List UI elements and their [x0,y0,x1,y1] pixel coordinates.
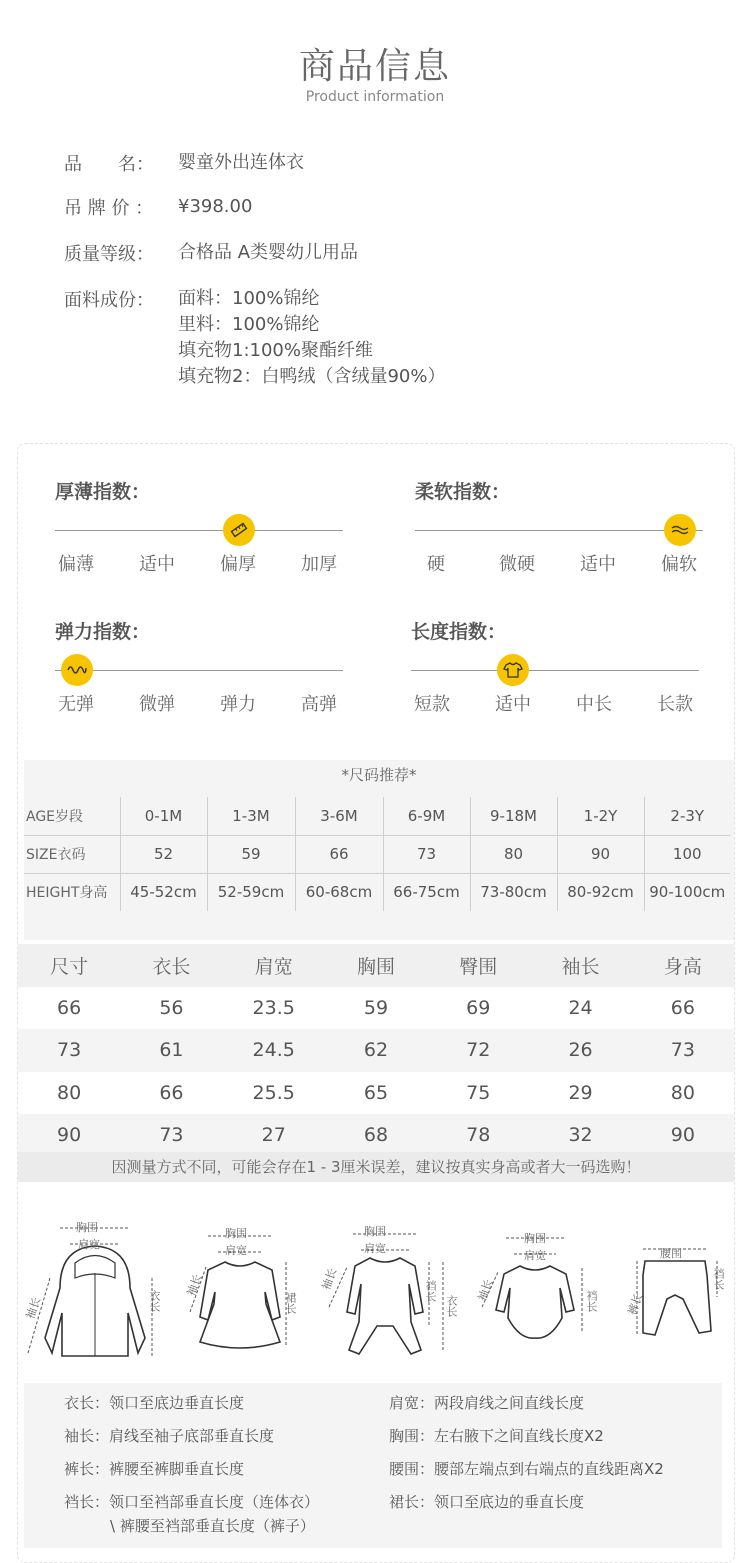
table-cell: 1-2Y [557,797,644,835]
garment-label: 胸围 [364,1225,386,1238]
table-cell: 27 [223,1114,325,1157]
info-row-grade [64,240,358,266]
table-cell: 26 [529,1029,631,1072]
garment-label: 胸围 [524,1232,546,1245]
garment-label: 裆长 [424,1280,437,1302]
table-cell: 66 [295,835,383,873]
index-label: 偏软 [661,554,697,575]
column-header: 臀围 [427,944,529,987]
table-cell: 65 [363,1081,389,1104]
definition-item: 肩宽：两段肩线之间直线长度 [389,1394,585,1412]
table-cell: 59 [363,996,389,1019]
table-cell: 60-68cm [295,873,383,911]
info-row-price [64,194,252,220]
row-header: HEIGHT身高 [24,873,120,911]
garment-label: 袖长 [319,1266,340,1292]
info-label: 吊 牌 价 ： [64,198,154,219]
column-header: 肩宽 [223,944,325,987]
table-cell: 69 [466,996,491,1019]
table-cell: 0-1M [120,797,207,835]
definition-item: 腰围：腰部左端点到右端点的直线距离X2 [389,1460,664,1478]
info-value: 婴童外出连体衣 [178,152,304,173]
info-value: ¥398.00 [178,196,253,217]
stretch-icon [61,654,93,686]
measurement-note: 因测量方式不同，可能会存在1 - 3厘米误差，建议按真实身高或者大一码选购！ [18,1152,734,1182]
index-label: 硬 [427,554,445,575]
length-index-title: 长度指数： [411,621,507,643]
index-label: 中长 [576,694,612,715]
index-label: 高弹 [301,694,337,715]
table-cell: 90-100cm [644,873,730,911]
index-label: 适中 [495,694,531,715]
index-label: 适中 [139,554,175,575]
garment-label: 肩宽 [78,1238,100,1251]
thickness-index-line [55,530,343,531]
table-cell: 73 [383,835,470,873]
table-cell: 73 [632,1029,734,1072]
garment-label: 衣长 [148,1290,161,1312]
table-cell: 25.5 [252,1081,295,1104]
table-cell: 24 [568,996,593,1019]
table-cell: 61 [120,1029,222,1072]
softness-index-line [415,530,703,531]
index-label: 微弹 [139,694,175,715]
table-cell: 66 [670,996,695,1019]
table-cell: 80-92cm [557,873,644,911]
column-header: 袖长 [529,944,631,987]
table-row [24,797,730,835]
garment-label: 裆长 [712,1268,725,1290]
index-label: 微硬 [499,554,535,575]
table-cell: 2-3Y [644,797,730,835]
column-header: 身高 [632,944,734,987]
table-cell: 78 [427,1114,529,1157]
definition-item: 裆长：领口至裆部垂直长度（连体衣） [64,1493,320,1511]
size-recommendation-caption: *尺码推荐* [341,766,417,784]
table-cell: 56 [159,996,184,1019]
garment-label: 肩宽 [524,1249,546,1262]
index-label: 偏薄 [58,554,94,575]
table-cell: 66 [57,996,82,1019]
table-cell: 100 [644,835,730,873]
garment-label: 袖长 [184,1272,205,1298]
table-cell: 62 [325,1029,427,1072]
garment-label: 裤长 [625,1291,646,1317]
elasticity-index-title: 弹力指数： [55,621,151,643]
column-header: 尺寸 [18,944,120,987]
column-header: 衣长 [120,944,222,987]
table-cell: 52 [120,835,207,873]
definition-item: 胸围：左右腋下之间直线长度X2 [389,1427,604,1445]
thickness-index-title: 厚薄指数： [55,481,151,503]
row-header: AGE岁段 [26,808,84,825]
table-row [18,1072,734,1115]
elasticity-index-line [55,670,343,671]
table-cell: 90 [557,835,644,873]
table-cell: 52-59cm [207,873,295,911]
table-cell: 90 [632,1114,734,1157]
table-cell: 73 [18,1029,120,1072]
table-cell: 90 [18,1114,120,1157]
garment-label: 胸围 [225,1227,247,1240]
info-value: 面料：100%锦纶 [178,288,320,309]
table-cell: 80 [670,1081,695,1104]
page-title: 商品信息 [298,46,451,87]
table-cell: 68 [325,1114,427,1157]
definition-item: \ 裤腰至裆部垂直长度（裤子） [110,1517,315,1535]
garment-label: 腰围 [660,1247,682,1260]
table-cell: 80 [470,835,557,873]
garment-label: 衣长 [445,1295,458,1317]
table-cell: 29 [568,1081,593,1104]
table-cell: 1-3M [207,797,295,835]
table-cell: 73-80cm [470,873,557,911]
table-cell: 59 [207,835,295,873]
wave-icon [664,514,696,546]
table-cell: 75 [466,1081,491,1104]
table-row [24,835,730,873]
garment-label: 袖长 [23,1295,44,1321]
garment-label: 裆长 [585,1290,598,1312]
row-header: SIZE衣码 [24,835,120,873]
index-label: 适中 [580,554,616,575]
index-label: 长款 [657,694,693,715]
info-label: 质量等级： [64,244,154,265]
measurement-table [18,944,734,1157]
info-label: 面料成份： [64,290,154,311]
size-recommendation-table [24,797,730,911]
index-label: 偏厚 [220,554,256,575]
table-header-row [18,944,734,987]
table-cell: 80 [57,1081,82,1104]
column-header: 胸围 [325,944,427,987]
table-row [18,1029,734,1072]
shirt-icon [497,654,529,686]
softness-index-title: 柔软指数： [415,481,511,503]
index-label: 无弹 [58,694,94,715]
definition-item: 裤长：裤腰至裤脚垂直长度 [64,1460,245,1478]
garment-label: 裙长 [284,1292,297,1314]
definition-item: 裙长：领口至底边的垂直长度 [389,1493,585,1511]
length-index-line [411,670,699,671]
table-row [18,1114,734,1157]
definition-item: 袖长：肩线至袖子底部垂直长度 [64,1427,275,1445]
index-label: 弹力 [220,694,256,715]
info-value: 填充物1:100%聚酯纤维 [178,340,373,361]
jumpsuit-icon [315,1222,465,1362]
table-cell: 66-75cm [383,873,470,911]
garment-label: 肩宽 [225,1244,247,1257]
table-cell: 9-18M [470,797,557,835]
info-value: 合格品 A类婴幼儿用品 [178,242,359,263]
table-cell: 45-52cm [120,873,207,911]
index-label: 短款 [414,694,450,715]
garment-label: 袖长 [475,1277,496,1303]
table-cell: 73 [120,1114,222,1157]
table-row [18,987,734,1030]
info-value: 里料：100%锦纶 [178,314,320,335]
table-row [24,873,730,911]
table-cell: 24.5 [223,1029,325,1072]
definition-item: 衣长：领口至底边垂直长度 [64,1394,245,1412]
ruler-icon [223,514,255,546]
garment-label: 胸围 [76,1221,98,1234]
table-cell: 72 [427,1029,529,1072]
info-row-name [64,150,304,176]
garment-label: 肩宽 [364,1242,386,1255]
page-subtitle: Product information [305,89,445,105]
index-label: 加厚 [301,554,337,575]
table-cell: 3-6M [295,797,383,835]
info-value: 填充物2：白鸭绒（含绒量90%） [178,366,446,387]
table-cell: 32 [529,1114,631,1157]
table-cell: 66 [159,1081,184,1104]
info-row-material [64,286,445,390]
table-cell: 23.5 [252,996,295,1019]
info-label: 品 名： [64,154,154,175]
table-cell: 6-9M [383,797,470,835]
